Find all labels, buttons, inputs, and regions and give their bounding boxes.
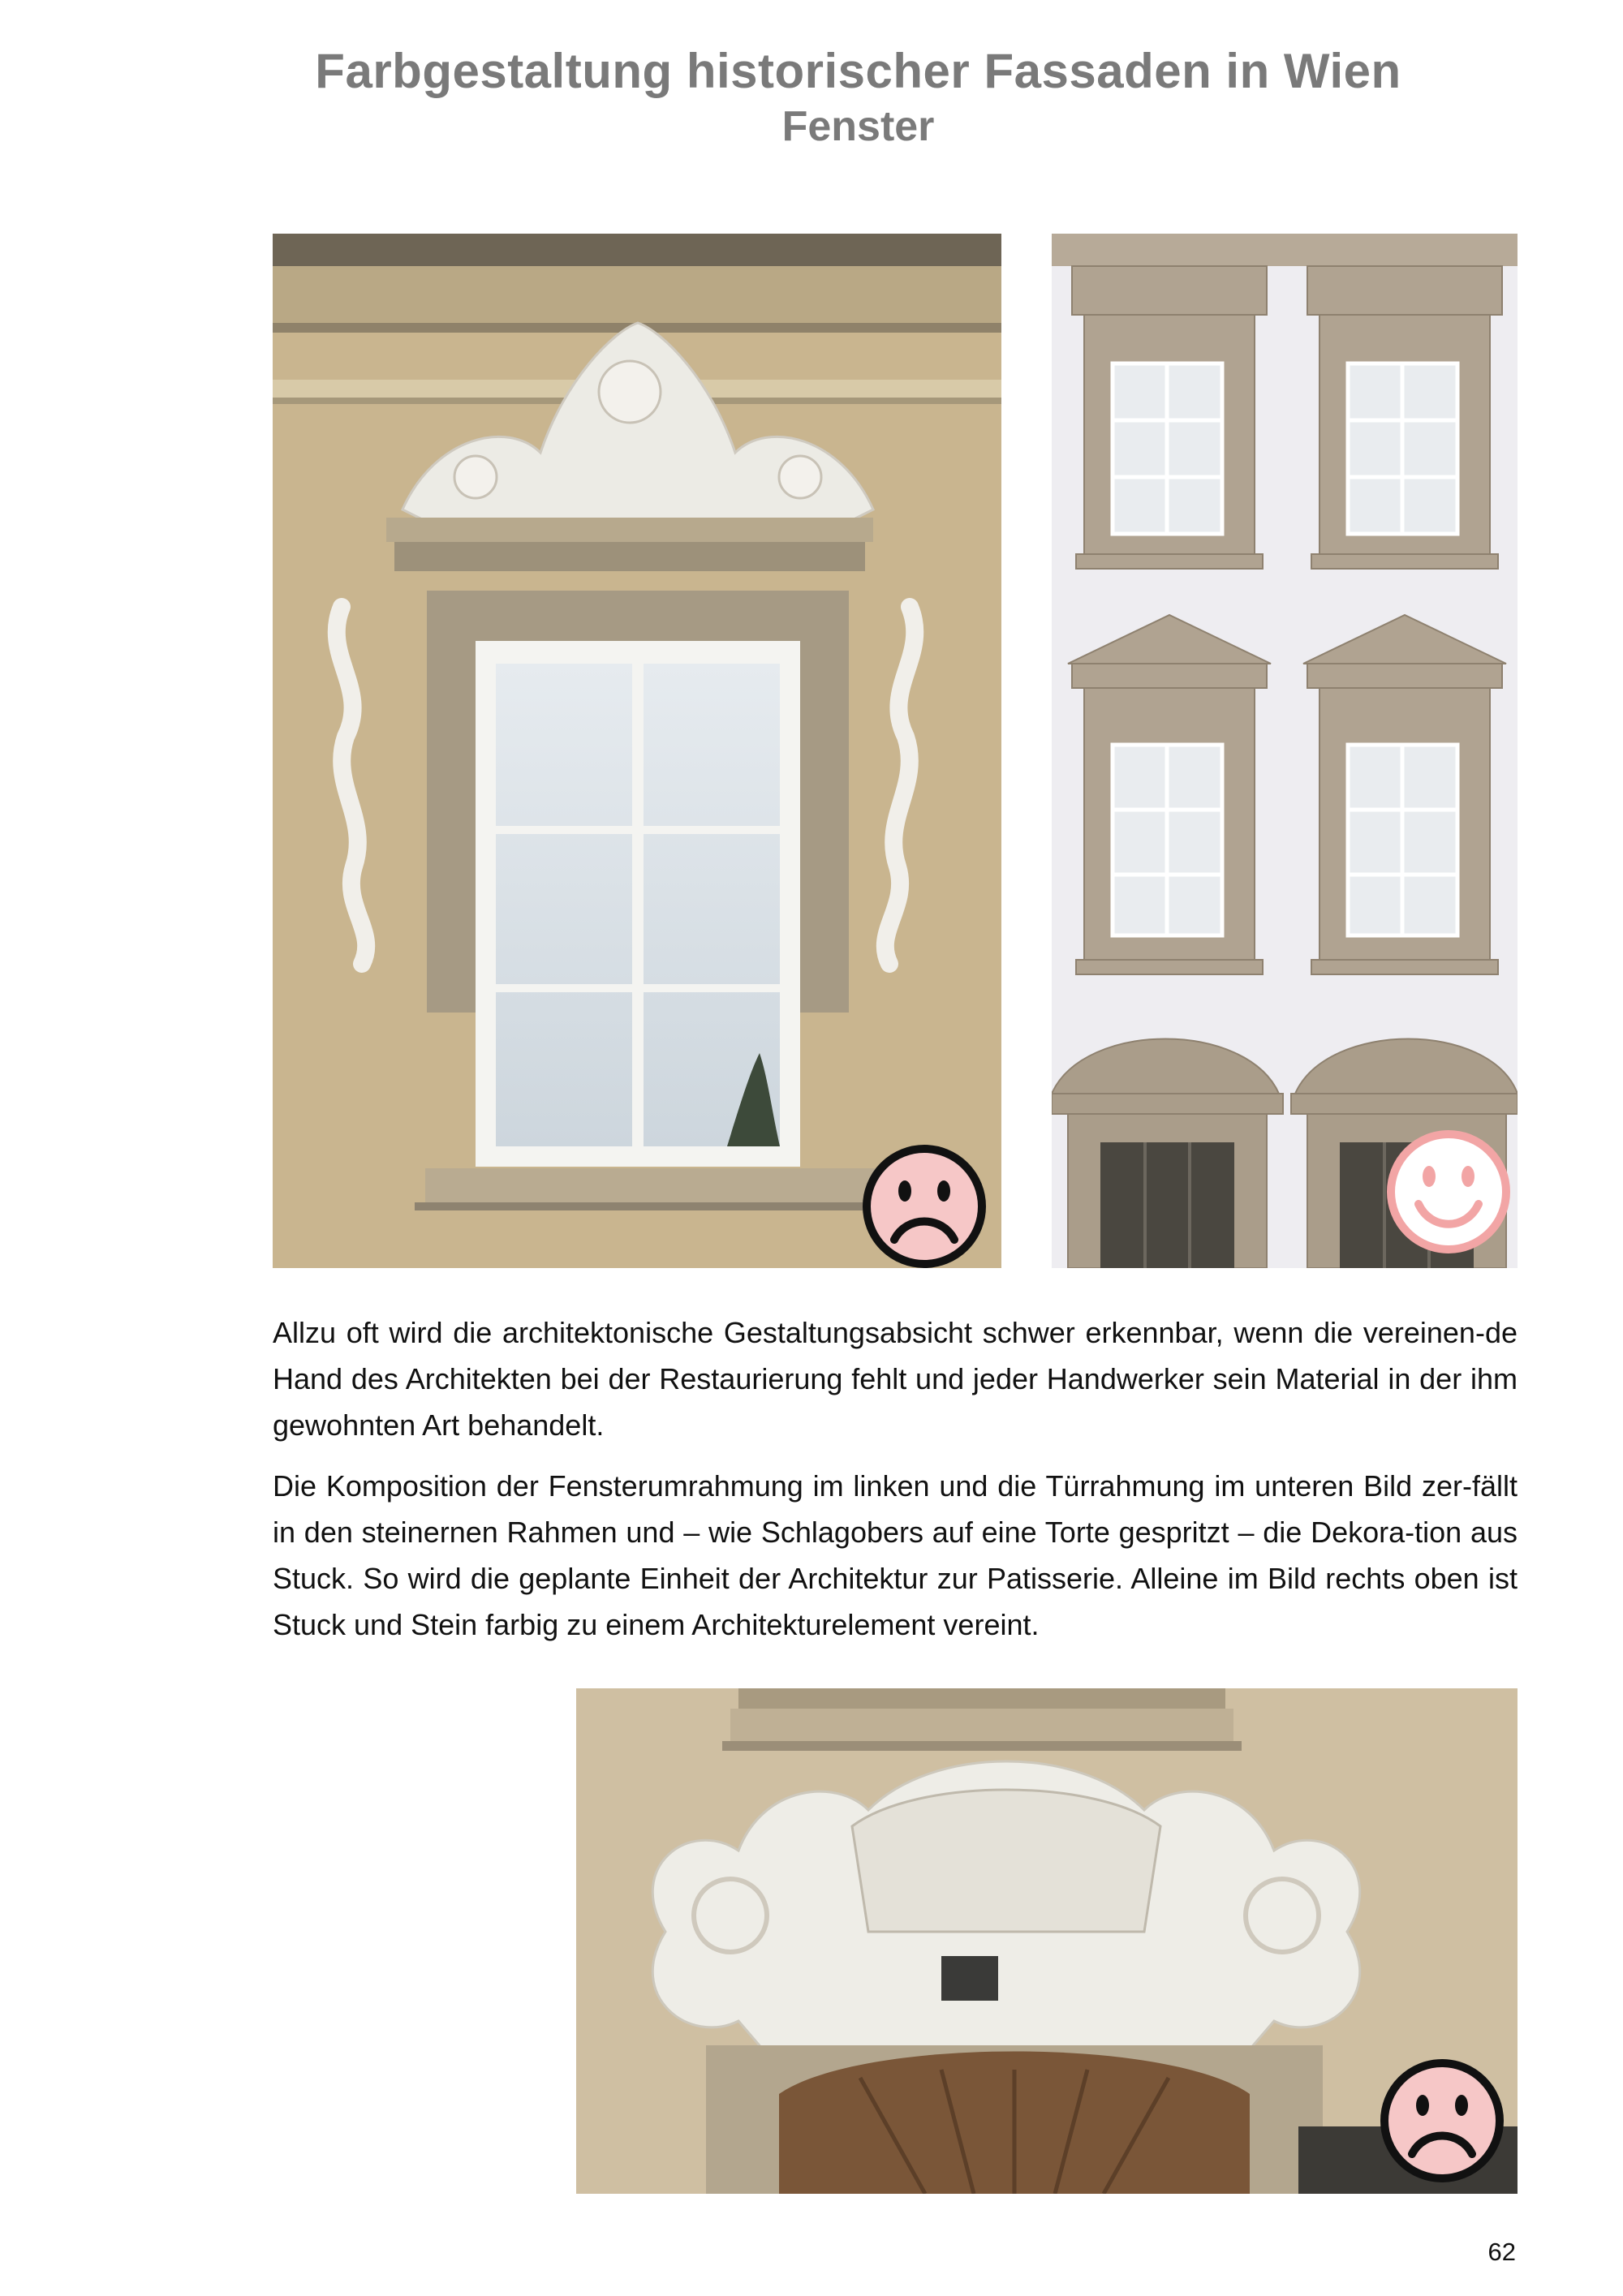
happy-face-icon <box>1386 1129 1511 1254</box>
photo-facade-right <box>1052 234 1518 1268</box>
page-subtitle: Fenster <box>781 103 935 150</box>
page-title: Farbgestaltung historischer Fassaden in Wien <box>315 44 1401 98</box>
page-number: 62 <box>1487 2238 1516 2266</box>
sad-face-icon <box>1380 2058 1505 2183</box>
body-paragraph-1: Allzu oft wird die architektonische Gestaltungsabsicht schwer erkennbar, wenn die vereinen-de Hand des Architekten bei der Restaurierung fehlt und jeder Handwerker sein Material in der ihm gewohnten Art behandelt. <box>273 1316 1518 1442</box>
body-paragraph-2: Die Komposition der Fensterumrahmung im linken und die Türrahmung im unteren Bild zer-fällt in den steinernen Rahmen und – wie Schlagobers auf eine Torte gespritzt – die Dekora-tion aus Stuck. So wird die geplante Einheit der Architektur zur Patisserie. Alleine im Bild rechts oben ist Stuck und Stein farbig zu einem Architekturelement vereint. <box>273 1469 1518 1641</box>
sad-face-icon <box>862 1144 987 1269</box>
photo-baroque-window-left <box>273 234 1001 1268</box>
photo-door-stucco-bottom <box>576 1688 1518 2194</box>
